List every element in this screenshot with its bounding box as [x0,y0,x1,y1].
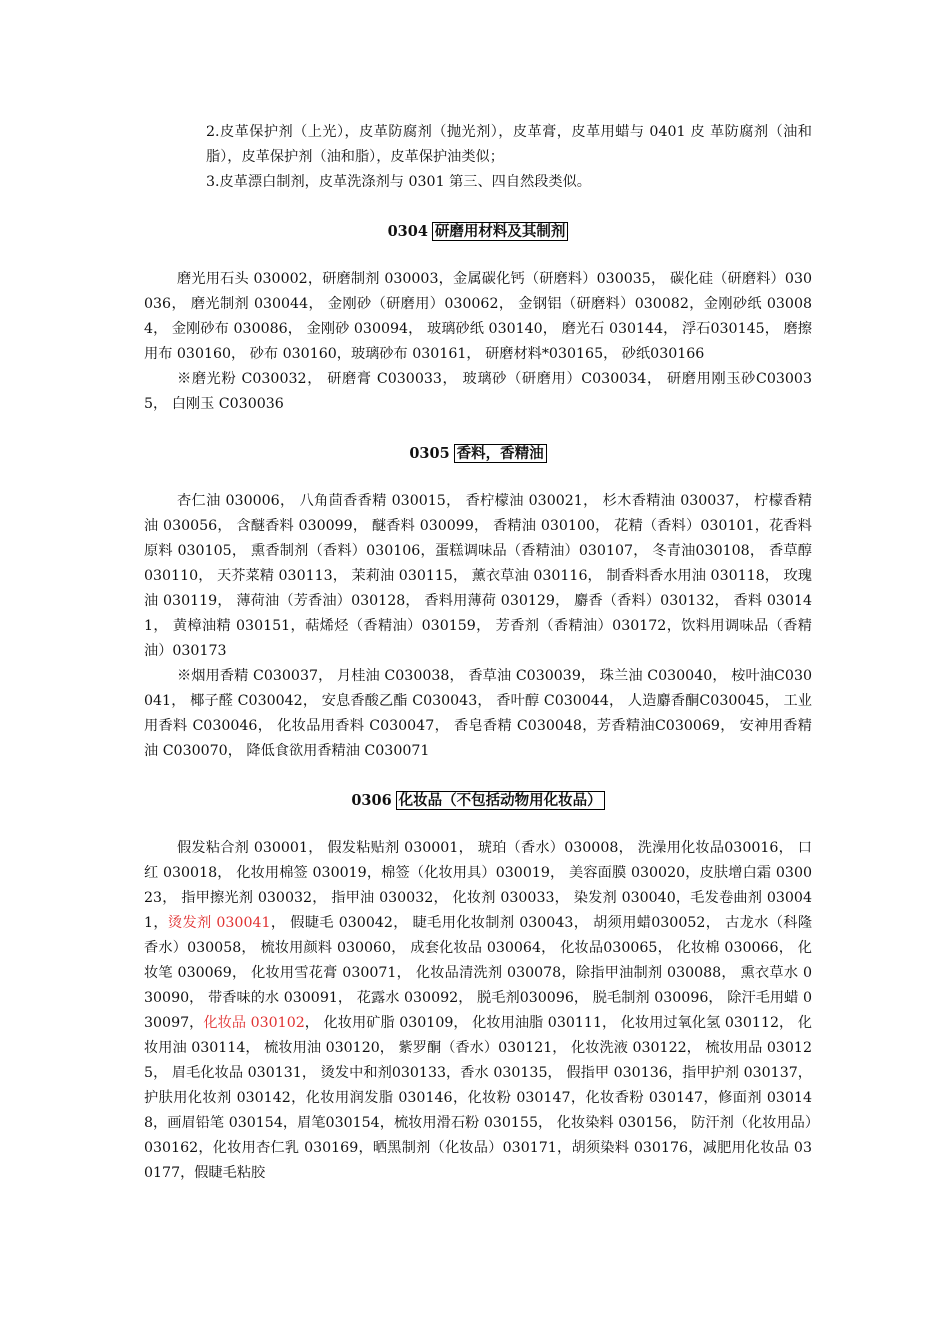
section-0305-paragraph-2: ※烟用香精 C030037， 月桂油 C030038， 香草油 C030039， 珠兰油 C030040， 桉叶油C030041， 椰子醛 C030042， 安息香酸乙酯 C030043， 香叶醇 C030044， 人造麝香酮C030045， 工业用香料 C030046， 化妆品用香料 C030047， 香皂香精 C030048，芳香精油C030069， 安神用香精油 C030070， 降低食欲用香精油 C030071 [144,668,812,759]
section-0306-paragraph-1 [144,836,812,1186]
section-title: 香料，香精油 [454,444,547,463]
intro-item-2: 2.皮革保护剂（上光），皮革防腐剂（抛光剂），皮革膏，皮革用蜡与 0401 皮 革防腐剂（油和脂），皮革保护剂（油和脂），皮革保护油类似； [206,124,812,165]
section-title: 化妆品（不包括动物用化妆品） [396,791,605,810]
intro-item-3: 3.皮革漂白制剂，皮革洗涤剂与 0301 第三、四自然段类似。 [206,174,591,190]
section-code: 0304 [387,223,428,240]
section-code: 0306 [351,792,392,809]
section-code: 0305 [409,445,450,462]
section-0304-paragraph-1: 磨光用石头 030002，研磨制剂 030003，金属碳化钙（研磨料）030035， 碳化硅（研磨料）030036， 磨光制剂 030044， 金刚砂（研磨用）030062， 金钢铝（研磨料）030082，金刚砂纸 030084， 金刚砂布 030086， 金刚砂 030094， 玻璃砂纸 030140， 磨光石 030144， 浮石030145， 磨擦用布 030160， 砂布 030160，玻璃砂布 030161， 研磨材料*030165， 砂纸030166 [144,271,812,362]
highlighted-term: 烫发剂 030041 [167,915,271,931]
text-run: ， 假睫毛 030042， 睫毛用化妆制剂 030043， 胡须用蜡030052， 古龙水（科隆香水）030058， 梳妆用颜料 030060， 成套化妆品 030064， 化妆品030065， 化妆棉 030066， 化妆笔 030069， 化妆用雪花膏 030071， 化妆品清洗剂 030078，除指甲油制剂 030088， 熏衣草水 030090， 带香味的水 030091， 花露水 030092， 脱毛剂030096， 脱毛制剂 030096， 除汗毛用蜡 030097， [144,915,813,1031]
text-run: ， 化妆用矿脂 030109， 化妆用油脂 030111， 化妆用过氧化氢 030112， 化妆用油 030114， 梳妆用油 030120， 紫罗酮（香水）030121， 化妆洗液 030122， 梳妆用品 030125， 眉毛化妆品 030131， 烫发中和剂030133，香水 030135， 假指甲 030136，指甲护剂 030137，护肤用化妆剂 030142，化妆用润发脂 030146，化妆粉 030147，化妆香粉 030147，修面剂 030148，画眉铅笔 030154，眉笔030154，梳妆用滑石粉 030155， 化妆染料 030156， 防汗剂（化妆用品）030162，化妆用杏仁乳 030169，晒黑制剂（化妆品）030171，胡须染料 030176，减肥用化妆品 030177，假睫毛粘胶 [144,1015,812,1181]
document-page [144,120,812,1186]
section-0306-heading [144,788,812,813]
section-0304-heading [144,219,812,244]
section-0304-paragraph-2: ※磨光粉 C030032， 研磨膏 C030033， 玻璃砂（研磨用）C030034， 研磨用刚玉砂C030035， 白刚玉 C030036 [144,371,812,412]
section-title: 研磨用材料及其制剂 [432,222,569,241]
section-0305-heading [144,441,812,466]
text-run: 假发粘合剂 030001， 假发粘贴剂 030001， 琥珀（香水）030008， 洗澡用化妆品030016， 口红 030018， 化妆用棉签 030019，棉签（化妆用具）030019， 美容面膜 030020，皮肤增白霜 030023， 指甲擦光剂 030032， 指甲油 030032， 化妆剂 030033， 染发剂 030040，毛发卷曲剂 030041， [144,840,812,931]
section-0305-paragraph-1: 杏仁油 030006， 八角茴香香精 030015， 香柠檬油 030021， 杉木香精油 030037， 柠檬香精油 030056， 含醚香料 030099， 醚香料 030099， 香精油 030100， 花精（香料）030101，花香料原料 030105， 熏香制剂（香料）030106，蛋糕调味品（香精油）030107， 冬青油030108， 香草醇 030110， 天芥菜精 030113， 茉莉油 030115， 薰衣草油 030116， 制香料香水用油 030118， 玫瑰油 030119， 薄荷油（芳香油）030128， 香料用薄荷 030129， 麝香（香料）030132， 香料 030141， 黄樟油精 030151，萜烯烃（香精油）030159， 芳香剂（香精油）030172，饮料用调味品（香精油）030173 [144,493,812,659]
highlighted-term: 化妆品 030102 [203,1015,305,1031]
